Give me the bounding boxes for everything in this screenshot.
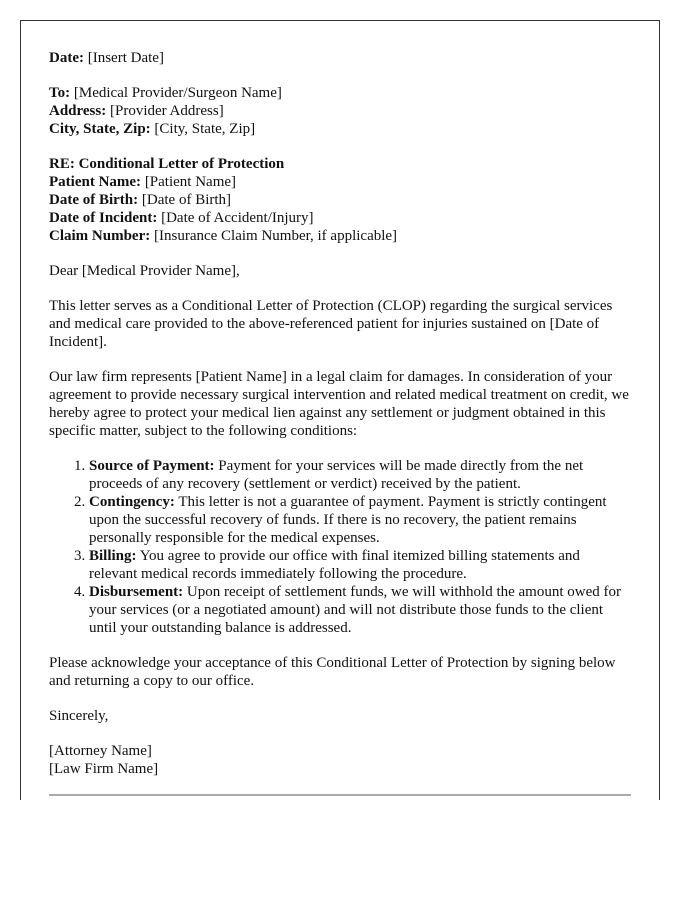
condition-item: 4. Disbursement: Upon receipt of settlement funds, we will withhold the amount owed for your services (or a negotiated amount) and will not distribute those funds to the client until your outstanding balance is addressed. bbox=[89, 583, 631, 637]
signature-block bbox=[49, 742, 631, 778]
condition-item: 3. Billing: You agree to provide our office with final itemized billing statements and relevant medical records immediately following the procedure. bbox=[89, 547, 631, 583]
date-line: Date: [Insert Date] bbox=[49, 50, 164, 66]
firm-name: [Law Firm Name] bbox=[49, 761, 159, 777]
condition-item: 1. Source of Payment: Payment for your services will be made directly from the net proceeds of any recovery (settlement or verdict) received by the patient. bbox=[89, 457, 631, 493]
condition-item: 2. Contingency: This letter is not a guarantee of payment. Payment is strictly contingent upon the successful recovery of funds. If there is no recovery, the patient remains personally responsible for the medical expenses. bbox=[89, 493, 631, 547]
acknowledgement: Please acknowledge your acceptance of this Conditional Letter of Protection by signing below and returning a copy to our office. bbox=[49, 655, 616, 689]
attorney-name: [Attorney Name] bbox=[49, 743, 152, 759]
body-paragraph: Our law firm represents [Patient Name] in a legal claim for damages. In consideration of your agreement to provide necessary surgical intervention and related medical treatment on credit, we hereby agree to protect your medical lien against any settlement or judgment obtained in this specific matter, subject to the following conditions: bbox=[49, 369, 629, 439]
letter-page bbox=[20, 20, 660, 800]
signature-divider bbox=[49, 794, 631, 796]
recipient-block: To: [Medical Provider/Surgeon Name] Address: [Provider Address] City, State, Zip: [City, State, Zip] bbox=[49, 85, 282, 137]
body-paragraph: This letter serves as a Conditional Letter of Protection (CLOP) regarding the surgical services and medical care provided to the above-referenced patient for injuries sustained on [Date of Incident]. bbox=[49, 298, 613, 350]
closing: Sincerely, bbox=[49, 708, 109, 724]
re-block: RE: Conditional Letter of Protection Patient Name: [Patient Name] Date of Birth: [Date of Birth] Date of Incident: [Date of Accident/Injury] Claim Number: [Insurance Claim Number, if applicable] bbox=[49, 156, 398, 244]
conditions-list bbox=[49, 457, 631, 637]
salutation: Dear [Medical Provider Name], bbox=[49, 263, 240, 279]
subject-line: RE: Conditional Letter of Protection bbox=[49, 156, 285, 172]
